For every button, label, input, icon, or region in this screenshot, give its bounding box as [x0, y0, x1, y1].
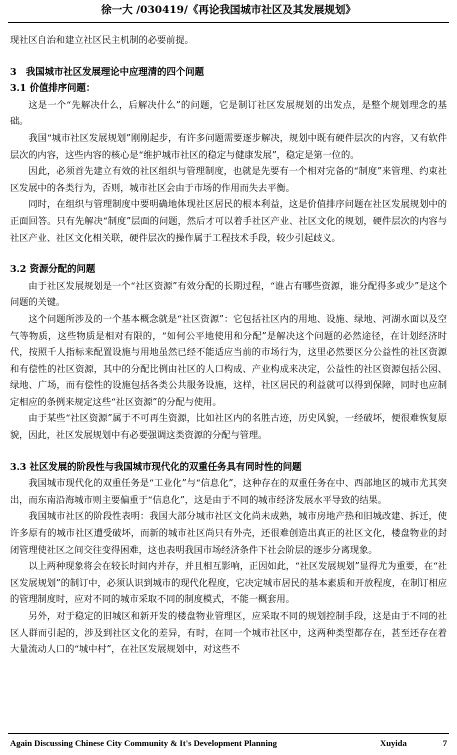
paragraph: 我国城市社区的阶段性表明：我国大部分城市社区文化尚未成熟，城市房地产热和旧城改建、拆迁，使许多原有的城市社区遭受破坏，而新的城市社区尚只有外壳，还很难创造出真正的社区文化，楼盘物业的封闭管理使社区之间交往变得困难，这也表明我国市场经济条件下社会阶层的逐步分离现象。	[10, 511, 447, 556]
paragraph-gap	[10, 247, 447, 262]
footer-rule	[8, 733, 449, 734]
paragraph: 另外，对于稳定的旧城区和新开发的楼盘物业管理区，应采取不同的规划控制手段，这是由于不同的社区人群而引起的，涉及到社区文化的差异，有时，在同一个城市社区中，这两种类型都存在，甚至还存在着大量流动人口的“城中村”，在社区发展规划中，对这些不	[10, 611, 447, 656]
paragraph: 我国“城市社区发展规划”刚刚起步，有许多问题需要逐步解决，规划中既有硬件层次的内容，又有软件层次的内容，这些内容的核心是“维护城市社区的稳定与健康发展”，稳定是第一位的。	[10, 132, 447, 161]
paragraph: 同时，在组织与管理制度中要明确地体现社区居民的根本利益，这是价值排序问题在社区发展规划中的正面回答。只有先解决“制度”层面的问题，然后才可以着手社区产业、社区文化的规划，硬件层次的内容与社区产业、社区文化相关联，硬件层次的操作属于工程技术手段，较少引起歧义。	[10, 199, 447, 244]
page-number: 7	[442, 738, 447, 748]
paragraph: 现社区自治和建立社区民主机制的必要前提。	[10, 35, 194, 46]
section-heading: 3.1 价值排序问题：	[10, 83, 96, 95]
paragraph-gap	[10, 50, 447, 65]
paragraph: 因此，必须首先建立有效的社区组织与管理制度，也就是先要有一个相对完备的“制度”来管理、约束社区发展中的各类行为，否则，城市社区会由于市场的作用而失去平衡。	[10, 166, 447, 194]
paragraph: 我国城市现代化的双重任务是“工业化”与“信息化”，这种存在的双重任务在中、西部地区的城市尤其突出，而东南沿海城市则主要偏重于“信息化”，这是由于不同的城市经济发展水平导致的结果。	[10, 478, 447, 506]
paragraph: 由于某些“社区资源”属于不可再生资源，比如社区内的名胜古迹，历史风貌，一经破坏，便很难恢复原貌，因此，社区发展规划中有必要强调这类资源的分配与管理。	[10, 413, 447, 442]
header-rule	[8, 22, 449, 23]
footer-author: Xuyida	[380, 738, 407, 748]
section-heading: 3.2 资源分配的问题	[10, 264, 96, 276]
paragraph: 这个问题所涉及的一个基本概念就是“社区资源”：它包括社区内的用地、设施、绿地、河湖水面以及空气等物质，这些物质是相对有限的，“如何公平地使用和分配”是解决这个问题的必然途径，在计划经济时代，按照千人指标来配置设施与用地虽然已经不能适应当前的市场行为，这里必然要区分公益性的社区资源和有偿性的社区资源，其中的分配比例由社区的人口构成、产业构成来决定，公益性的社区资源包括公园、绿地、广场，而有偿性的设施包括各类公共服务设施，这样，社区居民的利益就可以得到保障，同时也应制定相应的条例来规定这些“社区资源”的分配与使用。	[10, 313, 447, 408]
section-heading: 3.3 社区发展的阶段性与我国城市现代化的双重任务具有同时性的问题	[10, 461, 302, 473]
body-text	[10, 33, 447, 659]
paragraph: 由于社区发展规划是一个“社区资源”有效分配的长期过程，“谁占有哪些资源，谁分配得多或少”是这个问题的关键。	[10, 280, 447, 309]
paragraph-gap	[10, 445, 447, 460]
footer-english-title: Again Discussing Chinese City Community & It's Development Planning	[10, 738, 277, 748]
paragraph: 这是一个“先解决什么，后解决什么”的问题，它是制订社区发展规划的出发点，是整个规划理念的基础。	[10, 99, 447, 128]
section-heading: 3 我国城市社区发展理论中应理清的四个问题	[10, 66, 205, 78]
paragraph: 以上两种现象将会在较长时间内并存，并且相互影响，正因如此，“社区发展规划”显得尤为重要，在“社区发展规划”的制订中，必须认识到城市的现代化程度，它决定城市居民的基本素质和开放程度，在制订相应的管理制度时，应对不同的城市采取不同的制度模式，不能一概套用。	[10, 561, 447, 606]
running-header: 徐一大 /030419/《再论我国城市社区及其发展规划》	[101, 4, 356, 16]
